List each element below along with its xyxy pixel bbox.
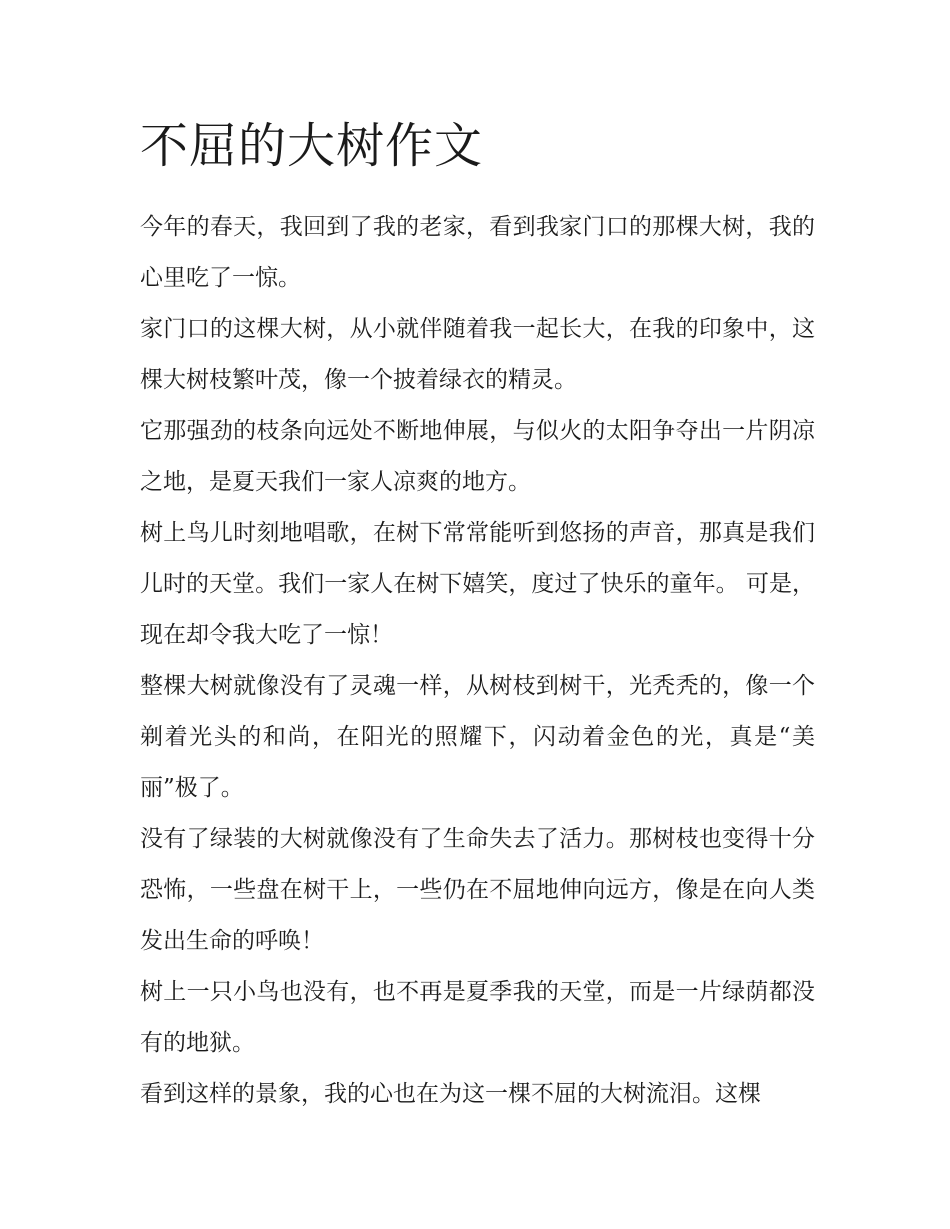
paragraph-8: 看到这样的景象，我的心也在为这一棵不屈的大树流泪。这棵 (140, 1081, 761, 1107)
document-title: 不屈的大树作文 (140, 118, 484, 174)
paragraph-2: 家门口的这棵大树，从小就伴随着我一起长大，在我的印象中，这棵大树枝繁叶茂，像一个披着绿衣的精灵。 (140, 316, 815, 393)
paragraph-1: 今年的春天，我回到了我的老家，看到我家门口的那棵大树，我的心里吃了一惊。 (140, 214, 815, 291)
document-body (140, 112, 815, 1120)
paragraph-7: 树上一只小鸟也没有，也不再是夏季我的天堂，而是一片绿荫都没有的地狱。 (140, 979, 815, 1056)
paragraph-6: 没有了绿装的大树就像没有了生命失去了活力。那树枝也变得十分恐怖，一些盘在树干上，一些仍在不屈地伸向远方，像是在向人类发出生命的呼唤！ (140, 826, 815, 954)
paragraph-4: 树上鸟儿时刻地唱歌，在树下常常能听到悠扬的声音，那真是我们儿时的天堂。我们一家人在树下嬉笑，度过了快乐的童年。 可是，现在却令我大吃了一惊！ (140, 520, 815, 648)
paragraph-5: 整棵大树就像没有了灵魂一样，从树枝到树干，光秃秃的，像一个剃着光头的和尚，在阳光的照耀下，闪动着金色的光，真是“美丽”极了。 (140, 673, 815, 801)
paragraph-3: 它那强劲的枝条向远处不断地伸展，与似火的太阳争夺出一片阴凉之地，是夏天我们一家人凉爽的地方。 (140, 418, 815, 495)
